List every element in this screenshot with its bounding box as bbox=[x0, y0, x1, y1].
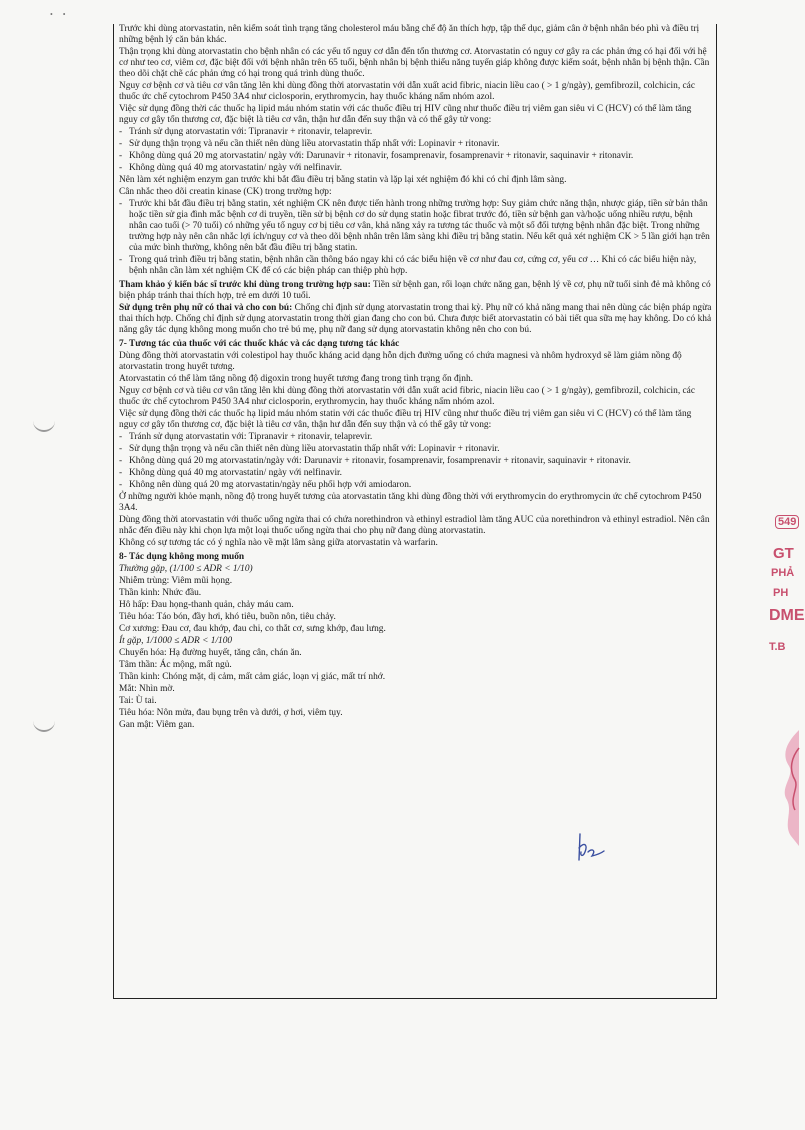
paragraph: Atorvastatin có thể làm tăng nồng độ digoxin trong huyết tương đang trong tình trạng ổn định. bbox=[119, 374, 473, 384]
stamp-text: GT bbox=[773, 545, 794, 562]
bullet-item: - Trong quá trình điều trị bằng statin, bệnh nhân cần thông báo ngay khi có các biểu hiện về cơ như đau cơ, cứng cơ, yếu cơ … Khi có các biểu hiện này, bệnh nhân cần làm xét nghiệm CK để có các biện pháp can thiệp phù hợp. bbox=[119, 255, 712, 277]
paragraph: Thận trọng khi dùng atorvastatin cho bệnh nhân có các yếu tố nguy cơ dẫn đến tổn thương cơ. Atorvastatin có nguy cơ gây ra các phản ứng có hại đối với hệ cơ như teo cơ, viêm cơ, đặc biệt đối với bệnh nhân trên 65 tuổi, bệnh nhân bị bệnh thiểu năng tuyến giáp không được kiểm soát, bệnh nhân bị bệnh thận. Cần theo dõi chặt chẽ các phản ứng có hại trong quá trình dùng thuốc. bbox=[119, 47, 710, 79]
punch-hole-mark bbox=[33, 418, 55, 432]
adverse-effect-item: Tiêu hóa: Táo bón, đầy hơi, khó tiêu, buồn nôn, tiêu chảy. bbox=[119, 612, 336, 622]
bullet-item: - Tránh sử dụng atorvastatin với: Tipranavir + ritonavir, telaprevir. bbox=[119, 127, 712, 138]
document-page bbox=[113, 24, 717, 999]
section-7-heading: 7- Tương tác của thuốc với các thuốc khác và các dạng tương tác khác bbox=[119, 339, 400, 349]
bullet-item: - Không nên dùng quá 20 mg atorvastatin/ngày nếu phối hợp với amiodaron. bbox=[119, 480, 712, 491]
bullet-item: - Không dùng quá 40 mg atorvastatin/ ngày với nelfinavir. bbox=[119, 468, 712, 479]
adverse-effect-item: Hô hấp: Đau họng-thanh quản, chảy máu cam. bbox=[119, 600, 294, 610]
stamp-text: PH bbox=[773, 587, 789, 599]
adverse-effect-item: Thần kinh: Chóng mặt, dị cảm, mất cảm giác, loạn vị giác, mất trí nhớ. bbox=[119, 672, 386, 682]
paragraph: Nên làm xét nghiệm enzym gan trước khi bắt đầu điều trị bằng statin và lặp lại xét nghiệm đó khi có chỉ định lâm sàng. bbox=[119, 175, 567, 185]
frequency-label-uncommon: Ít gặp, 1/1000 ≤ ADR < 1/100 bbox=[119, 636, 233, 646]
bullet-item: - Không dùng quá 40 mg atorvastatin/ ngày với nelfinavir. bbox=[119, 163, 712, 174]
paragraph: Việc sử dụng đồng thời các thuốc hạ lipid máu nhóm statin với các thuốc điều trị HIV cũng như thuốc điều trị viêm gan siêu vi C (HCV) có thể làm tăng nguy cơ gây tổn thương cơ, đặc biệt là tiêu cơ vân, thận hư dẫn đến suy thận và có thể gây tử vong: bbox=[119, 104, 692, 125]
approval-stamp-fragment bbox=[769, 515, 805, 735]
paragraph: Nguy cơ bệnh cơ và tiêu cơ vân tăng lên khi dùng đồng thời atorvastatin với dẫn xuất acid fibric, niacin liều cao ( > 1 g/ngày), gemfibrozil, colchicin, các thuốc ức chế cytochrom P450 3A4 như ciclosporin, erythromycin, hay thuốc kháng nấm nhóm azol. bbox=[119, 81, 695, 102]
bullet-item: - Sử dụng thận trọng và nếu cần thiết nên dùng liều atorvastatin thấp nhất với: Lopinavir + ritonavir. bbox=[119, 139, 712, 150]
paragraph: Nguy cơ bệnh cơ và tiêu cơ vân tăng lên khi dùng đồng thời atorvastatin với dẫn xuất acid fibric, niacin liều cao ( > 1 g/ngày), gemfibrozil, colchicin, các thuốc ức chế cytochrom P450 3A4 như ciclosporin, erythromycin, hay thuốc kháng nấm nhóm azol. bbox=[119, 386, 695, 407]
paragraph: Dùng đồng thời atorvastatin với thuốc uống ngừa thai có chứa norethindron và ethinyl estradiol làm tăng AUC của norethindron và ethinyl estradiol. Nên cân nhắc đến điều này khi chọn lựa một loại thuốc uống ngừa thai cho phụ nữ đang dùng atorvastatin. bbox=[119, 515, 710, 536]
adverse-effect-item: Tâm thần: Ác mộng, mất ngủ. bbox=[119, 660, 232, 670]
consult-text: Tiền sử bệnh gan, rối loạn chức năng gan, bệnh lý về cơ, phụ nữ tuổi sinh đẻ mà không có biện pháp tránh thai thích hợp, trẻ em dưới 10 tuổi. bbox=[119, 280, 711, 301]
scan-marks: • • bbox=[50, 10, 70, 19]
bullet-item: - Sử dụng thận trọng và nếu cần thiết nên dùng liều atorvastatin thấp nhất với: Lopinavir + ritonavir. bbox=[119, 444, 712, 455]
adverse-effect-item: Mắt: Nhìn mờ. bbox=[119, 684, 175, 694]
paragraph: Ở những người khỏe mạnh, nồng độ trong huyết tương của atorvastatin tăng khi dùng đồng thời với erythromycin do erythromycin ức chế cytochrom P450 3A4. bbox=[119, 492, 702, 513]
paragraph: Dùng đồng thời atorvastatin với colestipol hay thuốc kháng acid dạng hỗn dịch đường uống có chứa magnesi và nhôm hydroxyd sẽ làm giảm nồng độ atorvastatin trong huyết tương. bbox=[119, 351, 682, 372]
paragraph: Cân nhắc theo dõi creatin kinase (CK) trong trường hợp: bbox=[119, 187, 332, 197]
stamp-text: PHẢ bbox=[771, 567, 795, 579]
adverse-effect-item: Chuyển hóa: Hạ đường huyết, tăng cân, chán ăn. bbox=[119, 648, 302, 658]
bullet-item: - Trước khi bắt đầu điều trị bằng statin, xét nghiệm CK nên được tiến hành trong những trường hợp: Suy giảm chức năng thận, nhược giáp, tiền sử bản thân hoặc tiền sử gia đình mắc bệnh cơ di truyền, tiền sử bị bệnh cơ do sử dụng statin hoặc fibrat trước đó, tiền sử bệnh gan và/hoặc uống nhiều rượu, bệnh nhân cao tuổi (> 70 tuổi) có những yếu tố nguy cơ bị tiêu cơ vân, khả năng xảy ra tương tác thuốc và một số đối tượng bệnh nhân đặc biệt. Trong những trường hợp này nên cân nhắc lợi ích/nguy cơ và theo dõi bệnh nhân trên lâm sàng khi điều trị bằng statin. Nếu kết quả xét nghiệm CK > 5 lần giới hạn trên của mức bình thường, không nên bắt đầu điều trị bằng statin. bbox=[119, 199, 712, 254]
punch-hole-mark bbox=[33, 718, 55, 732]
adverse-effect-item: Thần kinh: Nhức đầu. bbox=[119, 588, 202, 598]
frequency-label-common: Thường gặp, (1/100 ≤ ADR < 1/10) bbox=[119, 564, 253, 574]
consult-paragraph bbox=[119, 280, 712, 302]
paragraph: Việc sử dụng đồng thời các thuốc hạ lipid máu nhóm statin với các thuốc điều trị HIV cũng như thuốc điều trị viêm gan siêu vi C (HCV) có thể làm tăng nguy cơ gây tổn thương cơ, đặc biệt là tiêu cơ vân, thận hư dẫn đến suy thận và có thể gây tử vong: bbox=[119, 409, 692, 430]
paragraph: Không có sự tương tác có ý nghĩa nào về mặt lâm sàng giữa atorvastatin và warfarin. bbox=[119, 538, 438, 548]
adverse-effect-item: Tiêu hóa: Nôn mửa, đau bụng trên và dưới, ợ hơi, viêm tụy. bbox=[119, 708, 343, 718]
stamp-text: DME bbox=[769, 607, 805, 624]
section-8-heading: 8- Tác dụng không mong muốn bbox=[119, 552, 245, 562]
bullet-item: - Không dùng quá 20 mg atorvastatin/ ngày với: Darunavir + ritonavir, fosamprenavir, fosamprenavir + ritonavir, saquinavir + ritonavir. bbox=[119, 151, 712, 162]
pregnancy-paragraph bbox=[119, 303, 712, 336]
adverse-effect-item: Cơ xương: Đau cơ, đau khớp, đau chi, co thắt cơ, sưng khớp, đau lưng. bbox=[119, 624, 386, 634]
paragraph: Trước khi dùng atorvastatin, nên kiểm soát tình trạng tăng cholesterol máu bằng chế độ ăn thích hợp, tập thể dục, giảm cân ở bệnh nhân béo phì và điều trị những bệnh lý căn bản khác. bbox=[119, 24, 700, 45]
consult-lead: Tham khảo ý kiến bác sĩ trước khi dùng trong trường hợp sau: bbox=[119, 280, 371, 290]
stamp-number: 549 bbox=[775, 515, 799, 529]
bullet-item: - Không dùng quá 20 mg atorvastatin/ngày với: Darunavir + ritonavir, fosamprenavir, fosamprenavir + ritonavir, saquinavir + ritonavir. bbox=[119, 456, 712, 467]
adverse-effect-item: Tai: Ù tai. bbox=[119, 696, 157, 706]
bullet-item: - Tránh sử dụng atorvastatin với: Tipranavir + ritonavir, telaprevir. bbox=[119, 432, 712, 443]
signature-mark bbox=[574, 830, 608, 864]
pregnancy-lead: Sử dụng trên phụ nữ có thai và cho con bú: bbox=[119, 303, 293, 313]
red-seal-fragment bbox=[773, 728, 799, 848]
adverse-effect-item: Gan mật: Viêm gan. bbox=[119, 720, 195, 730]
stamp-text: T.B bbox=[769, 641, 786, 653]
adverse-effect-item: Nhiễm trùng: Viêm mũi họng. bbox=[119, 576, 233, 586]
pregnancy-text: Chống chỉ định sử dụng atorvastatin trong thai kỳ. Phụ nữ có khả năng mang thai nên dùng các biện pháp ngừa thai thích hợp. Chống chỉ định sử dụng atorvastatin trong thời gian đang cho con bú. Chưa được biết atorvastatin có bài tiết qua sữa mẹ hay không. Do có khả năng gây tác dụng không mong muốn cho trẻ bú mẹ, phụ nữ đang sử dụng atorvastatin không nên cho con bú. bbox=[119, 303, 712, 335]
